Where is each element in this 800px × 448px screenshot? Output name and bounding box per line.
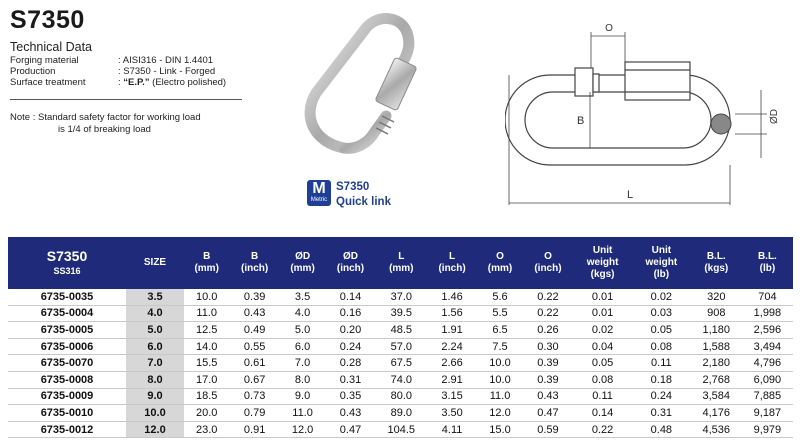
table-cell: 0.59 [523,421,574,438]
table-cell: 0.24 [325,338,376,355]
note-line-2: is 1/4 of breaking load [58,124,151,135]
table-cell: 0.01 [573,305,632,322]
table-cell: 7.0 [280,355,325,372]
table-cell: 17.0 [184,371,229,388]
table-cell: 0.43 [229,305,280,322]
table-cell: 0.61 [229,355,280,372]
size-cell: 6.0 [126,338,184,355]
table-cell: 5.0 [280,322,325,339]
article-code-cell: 6735-0070 [8,355,126,372]
spec-row [10,55,226,66]
table-cell: 11.0 [280,405,325,422]
column-header: ØD (mm) [280,237,325,289]
table-cell: 104.5 [376,421,427,438]
metric-badge-letter: M [312,180,326,197]
table-cell: 2.91 [427,371,478,388]
table-row [8,338,793,355]
table-cell: 80.0 [376,388,427,405]
table-cell: 14.0 [184,338,229,355]
drawing-label-b: B [577,115,585,127]
table-cell: 0.22 [573,421,632,438]
product-name: Quick link [336,196,391,208]
drawing-label-o: O [605,23,613,34]
table-cell: 11.0 [477,388,522,405]
table-cell: 0.02 [632,289,691,305]
column-header: L (mm) [376,237,427,289]
table-cell: 7.5 [477,338,522,355]
table-cell: 0.08 [632,338,691,355]
table-cell: 7,885 [742,388,793,405]
table-cell: 20.0 [184,405,229,422]
size-cell: 5.0 [126,322,184,339]
table-cell: 0.14 [325,289,376,305]
table-cell: 0.11 [573,388,632,405]
table-cell: 0.31 [632,405,691,422]
size-cell: 3.5 [126,289,184,305]
table-cell: 0.11 [632,355,691,372]
spec-table [8,237,793,438]
spec-key: Production [10,66,56,77]
table-row [8,371,793,388]
table-cell: 4,796 [742,355,793,372]
drawing-label-d: ØD [769,109,780,124]
table-cell: 1.91 [427,322,478,339]
table-cell: 0.14 [573,405,632,422]
spec-key: Forging material [10,55,79,66]
note [10,112,201,136]
table-cell: 10.0 [184,289,229,305]
column-header: Unit weight (kgs) [573,237,632,289]
table-cell: 2.24 [427,338,478,355]
column-header: B (mm) [184,237,229,289]
spec-row [10,66,226,77]
spec-row [10,77,226,88]
table-cell: 0.47 [523,405,574,422]
table-cell: 4.11 [427,421,478,438]
table-cell: 15.5 [184,355,229,372]
size-cell: 9.0 [126,388,184,405]
table-cell: 704 [742,289,793,305]
table-cell: 4.0 [280,305,325,322]
spec-value-bold: “E.P.” [123,77,150,88]
table-cell: 0.05 [632,322,691,339]
table-cell: 1.46 [427,289,478,305]
table-row [8,388,793,405]
table-cell: 0.26 [523,322,574,339]
table-row [8,289,793,305]
table-cell: 10.0 [477,371,522,388]
table-cell: 0.01 [573,289,632,305]
header-product-main: S7350 [46,247,88,264]
table-cell: 320 [691,289,742,305]
table-cell: 0.22 [523,305,574,322]
product-code: S7350 [336,181,370,193]
table-cell: 0.39 [229,289,280,305]
table-cell: 1,998 [742,305,793,322]
table-cell: 11.0 [184,305,229,322]
table-cell: 10.0 [477,355,522,372]
product-label [336,180,391,210]
table-header-row [8,237,793,289]
column-header: B (inch) [229,237,280,289]
table-cell: 0.73 [229,388,280,405]
column-header: Unit weight (lb) [632,237,691,289]
table-cell: 12.5 [184,322,229,339]
metric-badge [307,180,331,206]
table-cell: 0.43 [325,405,376,422]
table-cell: 2.66 [427,355,478,372]
header-product [8,237,126,289]
table-cell: 9.0 [280,388,325,405]
table-cell: 4,176 [691,405,742,422]
table-cell: 15.0 [477,421,522,438]
size-cell: 12.0 [126,421,184,438]
column-header: O (inch) [523,237,574,289]
spec-value: : S7350 - Link - Forged [118,66,216,77]
spec-value-suffix: (Electro polished) [149,77,227,88]
column-header: B.L. (lb) [742,237,793,289]
table-cell: 89.0 [376,405,427,422]
table-cell: 0.16 [325,305,376,322]
table-cell: 0.48 [632,421,691,438]
table-cell: 23.0 [184,421,229,438]
table-cell: 1,588 [691,338,742,355]
note-line-1: Note : Standard safety factor for working load [10,112,201,123]
column-header: ØD (inch) [325,237,376,289]
table-cell: 0.39 [523,371,574,388]
article-code-cell: 6735-0006 [8,338,126,355]
column-header: B.L. (kgs) [691,237,742,289]
header-product-sub: SS316 [53,265,81,276]
table-row [8,355,793,372]
table-cell: 74.0 [376,371,427,388]
table-cell: 0.35 [325,388,376,405]
table-cell: 18.5 [184,388,229,405]
table-cell: 57.0 [376,338,427,355]
spec-value [118,77,226,88]
table-cell: 2,768 [691,371,742,388]
size-cell: 8.0 [126,371,184,388]
table-cell: 67.5 [376,355,427,372]
spec-value: : AISI316 - DIN 1.4401 [118,55,214,66]
table-cell: 0.04 [573,338,632,355]
technical-specs [10,55,226,88]
table-cell: 39.5 [376,305,427,322]
table-cell: 9,187 [742,405,793,422]
table-cell: 0.05 [573,355,632,372]
table-cell: 0.31 [325,371,376,388]
table-row [8,421,793,438]
quick-link-photo [296,8,446,178]
metric-badge-sub: Metric [310,197,328,203]
table-cell: 0.20 [325,322,376,339]
table-cell: 0.18 [632,371,691,388]
table-row [8,322,793,339]
table-cell: 0.08 [573,371,632,388]
table-cell: 0.02 [573,322,632,339]
size-cell: 10.0 [126,405,184,422]
article-code-cell: 6735-0012 [8,421,126,438]
table-cell: 0.30 [523,338,574,355]
table-cell: 0.39 [523,355,574,372]
table-cell: 3.15 [427,388,478,405]
column-header: L (inch) [427,237,478,289]
size-cell: 7.0 [126,355,184,372]
table-cell: 48.5 [376,322,427,339]
table-cell: 2,596 [742,322,793,339]
spec-key: Surface treatment [10,77,86,88]
table-row [8,405,793,422]
table-cell: 12.0 [280,421,325,438]
article-code-cell: 6735-0009 [8,388,126,405]
table-cell: 0.47 [325,421,376,438]
table-cell: 3,584 [691,388,742,405]
table-cell: 0.79 [229,405,280,422]
technical-drawing [505,20,790,220]
table-cell: 9,979 [742,421,793,438]
table-cell: 5.6 [477,289,522,305]
table-cell: 8.0 [280,371,325,388]
table-cell: 0.43 [523,388,574,405]
table-row [8,305,793,322]
table-cell: 0.24 [632,388,691,405]
table-cell: 3.5 [280,289,325,305]
technical-data-heading: Technical Data [10,40,92,54]
table-cell: 0.49 [229,322,280,339]
article-code-cell: 6735-0035 [8,289,126,305]
table-cell: 0.28 [325,355,376,372]
table-cell: 37.0 [376,289,427,305]
table-body [8,289,793,438]
article-code-cell: 6735-0010 [8,405,126,422]
table-cell: 1,180 [691,322,742,339]
table-cell: 6.5 [477,322,522,339]
spec-value-prefix: : [118,77,124,88]
table-cell: 4,536 [691,421,742,438]
table-cell: 0.55 [229,338,280,355]
divider [10,99,242,100]
table-cell: 0.91 [229,421,280,438]
table-cell: 1.56 [427,305,478,322]
table-cell: 6,090 [742,371,793,388]
table-cell: 0.03 [632,305,691,322]
article-code-cell: 6735-0005 [8,322,126,339]
table-cell: 3,494 [742,338,793,355]
column-header: SIZE [126,237,184,289]
page-title: S7350 [10,6,85,34]
drawing-label-l: L [627,189,634,201]
table-cell: 0.22 [523,289,574,305]
table-cell: 908 [691,305,742,322]
table-cell: 5.5 [477,305,522,322]
table-cell: 6.0 [280,338,325,355]
size-cell: 4.0 [126,305,184,322]
column-header: O (mm) [477,237,522,289]
article-code-cell: 6735-0008 [8,371,126,388]
table-cell: 2,180 [691,355,742,372]
table-cell: 12.0 [477,405,522,422]
article-code-cell: 6735-0004 [8,305,126,322]
table-cell: 3.50 [427,405,478,422]
table-cell: 0.67 [229,371,280,388]
